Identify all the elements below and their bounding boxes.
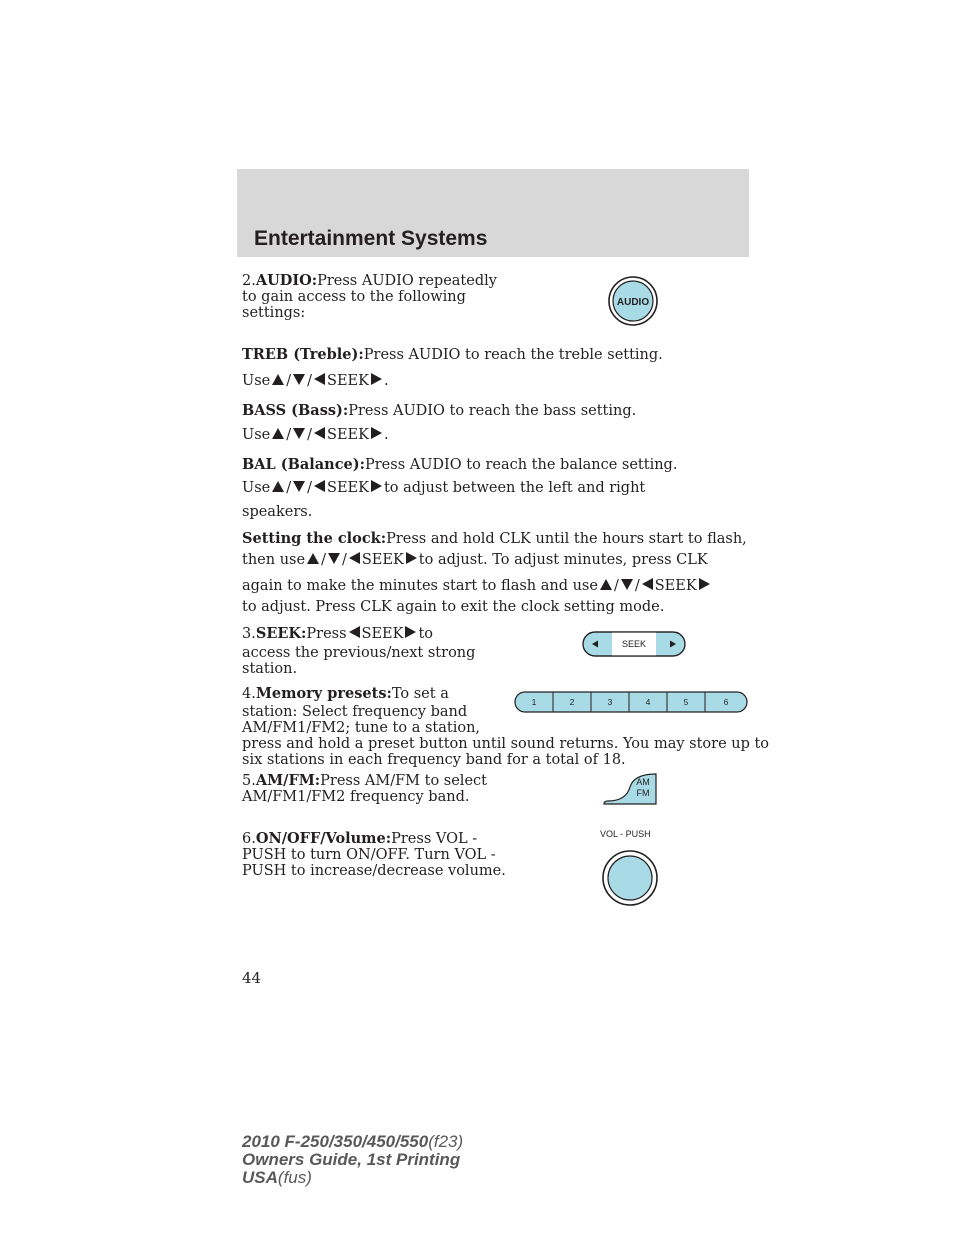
left-arrow-icon bbox=[314, 427, 325, 439]
footer-line-2: Owners Guide, 1st Printing bbox=[242, 1150, 461, 1169]
seek-line-2: access the previous/next strong bbox=[242, 645, 476, 661]
left-arrow-icon bbox=[349, 626, 360, 638]
down-arrow-icon bbox=[293, 481, 305, 492]
section-title: Entertainment Systems bbox=[254, 227, 488, 250]
right-arrow-icon bbox=[371, 480, 382, 492]
amfm-button-illustration bbox=[602, 773, 658, 805]
footer-line-3: USA(fus) bbox=[242, 1168, 312, 1187]
audio-button-illustration bbox=[607, 274, 659, 328]
bass-line: BASS (Bass):Press AUDIO to reach the bass setting. bbox=[242, 402, 637, 419]
vol-line-3: PUSH to increase/decrease volume. bbox=[242, 863, 506, 879]
bal-line: BAL (Balance):Press AUDIO to reach the balance setting. bbox=[242, 456, 678, 473]
right-arrow-icon bbox=[371, 427, 382, 439]
down-arrow-icon bbox=[621, 579, 633, 590]
audio-intro-line-3: settings: bbox=[242, 305, 306, 321]
vol-line-1: 6.ON/OFF/Volume:Press VOL - bbox=[242, 830, 478, 847]
amfm-line-1: 5.AM/FM:Press AM/FM to select bbox=[242, 772, 487, 789]
down-arrow-icon bbox=[293, 374, 305, 385]
right-arrow-icon bbox=[371, 373, 382, 385]
clock-line-1: Setting the clock:Press and hold CLK until the hours start to flash, bbox=[242, 530, 747, 547]
audio-intro-line-1: 2.AUDIO:Press AUDIO repeatedly bbox=[242, 272, 497, 289]
seek-line-3: station. bbox=[242, 661, 298, 677]
clock-line-3: again to make the minutes start to flash and use / / SEEK bbox=[242, 577, 712, 595]
treb-use-line: Use / / SEEK . bbox=[242, 373, 389, 389]
seek-bar-illustration bbox=[582, 630, 686, 658]
down-arrow-icon bbox=[328, 553, 340, 564]
preset-buttons-illustration bbox=[514, 690, 748, 714]
audio-button-label: AUDIO bbox=[616, 297, 650, 308]
preset-5-label: 5 bbox=[683, 697, 689, 707]
presets-line-3: AM/FM1/FM2; tune to a station, bbox=[242, 720, 481, 736]
seek-bar-label: SEEK bbox=[621, 639, 647, 649]
bal-use-line: Use / / SEEK to adjust between the left and right bbox=[242, 480, 646, 496]
up-arrow-icon bbox=[600, 579, 612, 590]
amfm-label-am: AM bbox=[636, 777, 650, 787]
amfm-line-2: AM/FM1/FM2 frequency band. bbox=[242, 789, 470, 805]
presets-line-4: press and hold a preset button until sound returns. You may store up to bbox=[242, 736, 770, 752]
right-arrow-icon bbox=[699, 578, 710, 590]
seek-line-1: 3.SEEK:Press SEEK to bbox=[242, 625, 434, 642]
amfm-label-fm: FM bbox=[636, 788, 650, 798]
preset-2-label: 2 bbox=[569, 697, 575, 707]
presets-line-5: six stations in each frequency band for a total of 18. bbox=[242, 752, 626, 768]
preset-6-label: 6 bbox=[723, 697, 729, 707]
left-arrow-icon bbox=[642, 578, 653, 590]
footer-line-1: 2010 F-250/350/450/550(f23) bbox=[242, 1132, 464, 1151]
right-arrow-icon bbox=[405, 626, 416, 638]
left-arrow-icon bbox=[314, 373, 325, 385]
preset-4-label: 4 bbox=[645, 697, 651, 707]
left-arrow-icon bbox=[349, 552, 360, 564]
right-arrow-icon bbox=[406, 552, 417, 564]
page-number: 44 bbox=[242, 969, 262, 987]
clock-line-4: to adjust. Press CLK again to exit the clock setting mode. bbox=[242, 599, 665, 615]
up-arrow-icon bbox=[272, 481, 284, 492]
vol-line-2: PUSH to turn ON/OFF. Turn VOL - bbox=[242, 847, 496, 863]
volume-knob-illustration bbox=[601, 849, 659, 907]
up-arrow-icon bbox=[272, 428, 284, 439]
bal-line-2: speakers. bbox=[242, 504, 313, 520]
preset-3-label: 3 bbox=[607, 697, 613, 707]
up-arrow-icon bbox=[272, 374, 284, 385]
clock-line-2: then use / / SEEK to adjust. To adjust minutes, press CLK bbox=[242, 552, 708, 568]
preset-1-label: 1 bbox=[531, 697, 537, 707]
bass-use-line: Use / / SEEK . bbox=[242, 427, 389, 443]
presets-line-1: 4.Memory presets:To set a bbox=[242, 685, 449, 702]
down-arrow-icon bbox=[293, 428, 305, 439]
presets-line-2: station: Select frequency band bbox=[242, 704, 468, 720]
treb-line: TREB (Treble):Press AUDIO to reach the treble setting. bbox=[242, 346, 663, 363]
up-arrow-icon bbox=[307, 553, 319, 564]
left-arrow-icon bbox=[314, 480, 325, 492]
vol-push-label: VOL - PUSH bbox=[600, 829, 651, 839]
audio-intro-line-2: to gain access to the following bbox=[242, 289, 466, 305]
